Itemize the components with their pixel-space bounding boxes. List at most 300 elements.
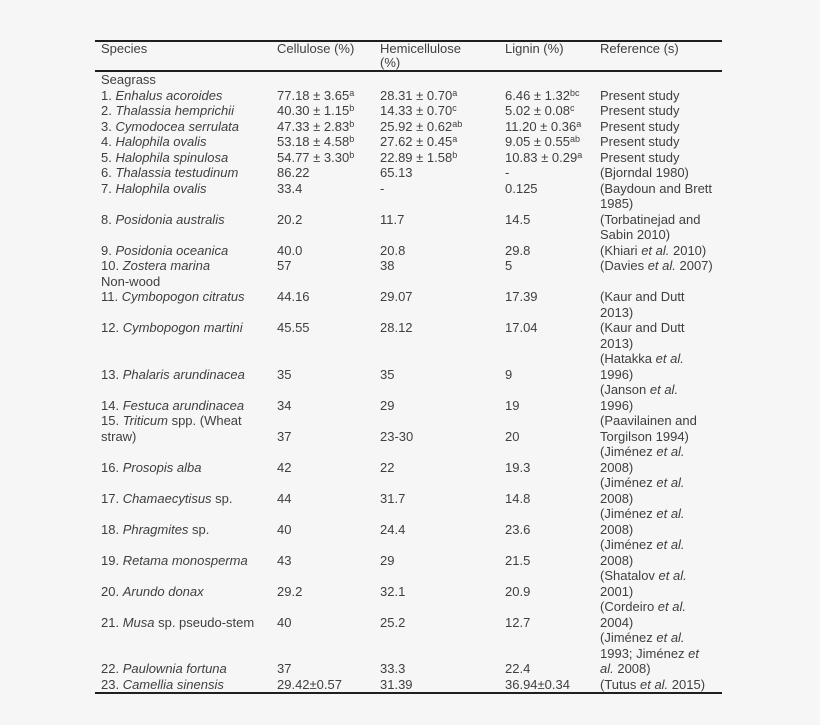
text-segment: 42 (277, 459, 292, 475)
text-segment: ab (569, 134, 580, 144)
text-segment: 23.6 (505, 521, 531, 537)
section-label: Seagrass (101, 72, 156, 87)
table-line (380, 351, 503, 367)
text-segment: 14.5 (505, 211, 531, 227)
table-line (380, 491, 503, 507)
table-cell (598, 150, 722, 166)
table-row (95, 88, 722, 104)
table-cell (95, 165, 275, 181)
table-line (505, 320, 598, 336)
table-line (380, 289, 503, 305)
text-segment: c (452, 103, 457, 113)
table-cell (95, 212, 275, 243)
table-cell (275, 243, 378, 259)
text-segment: (Khiari (600, 242, 642, 258)
table-line (600, 584, 722, 600)
table-line (277, 150, 378, 166)
text-segment: 2007) (675, 258, 713, 273)
table-cell (378, 103, 503, 119)
table-line (505, 677, 598, 693)
table-cell (275, 181, 378, 212)
table-line (600, 677, 722, 693)
text-segment: 10.83 ± 0.29 (505, 149, 578, 165)
table-line (600, 506, 722, 522)
table-cell (95, 289, 275, 320)
table-cell (378, 382, 503, 413)
table-line (505, 553, 598, 569)
text-segment: Enhalus acoroides (115, 87, 223, 103)
table-line (277, 491, 378, 507)
table-line (600, 460, 722, 476)
text-segment: 10. (101, 258, 123, 273)
text-segment: 40 (277, 614, 292, 630)
table-cell (503, 150, 598, 166)
table-line (101, 165, 275, 181)
text-segment: 33.4 (277, 180, 303, 196)
text-segment: 2004) (600, 614, 634, 630)
text-segment: b (349, 134, 355, 144)
table-line (277, 351, 378, 367)
text-segment: 19 (505, 397, 520, 413)
table-cell (95, 351, 275, 382)
text-segment: Camellia sinensis (122, 676, 224, 692)
table-cell (95, 103, 275, 119)
table-line (277, 398, 378, 414)
text-segment: et al. (656, 506, 685, 521)
table-line (600, 243, 722, 259)
table-line (380, 444, 503, 460)
text-segment: 20.2 (277, 211, 303, 227)
column-header-cellulose (275, 42, 378, 70)
table-line (380, 258, 503, 274)
table-cell (598, 181, 722, 212)
table-line (600, 382, 722, 398)
table-row (95, 382, 722, 413)
text-segment: Cymbopogon martini (122, 320, 243, 335)
table-line (101, 568, 275, 584)
table-cell (503, 351, 598, 382)
table-line (380, 134, 503, 150)
table-line (380, 522, 503, 538)
table-cell (378, 258, 503, 274)
text-segment: 44 (277, 490, 292, 506)
table-cell (378, 351, 503, 382)
table-line (101, 413, 275, 429)
text-segment: (Torbatinejad and (600, 211, 701, 227)
table-cell (598, 134, 722, 150)
lignocellulose-composition-table (95, 40, 722, 694)
text-segment: 45.55 (277, 320, 310, 335)
table-line (101, 429, 275, 445)
table-line (277, 661, 378, 677)
text-segment: straw) (101, 428, 137, 444)
table-line (505, 568, 598, 584)
table-header-row (95, 42, 722, 70)
text-segment: (Tutus (600, 676, 640, 692)
text-segment: 5. (101, 149, 116, 165)
table-cell (378, 212, 503, 243)
text-segment: ab (452, 118, 463, 129)
table-line (277, 413, 378, 429)
column-header-hemicellulose (378, 42, 503, 70)
table-line (277, 646, 378, 662)
table-line (380, 398, 503, 414)
table-line (101, 258, 275, 274)
table-line (505, 537, 598, 553)
table-cell (598, 506, 722, 537)
table-line (600, 150, 722, 166)
table-cell (503, 599, 598, 630)
table-cell (598, 599, 722, 630)
table-cell (275, 103, 378, 119)
table-line (277, 103, 378, 119)
table-cell (503, 475, 598, 506)
column-header-label-line2 (600, 56, 722, 70)
text-segment: 18. (101, 521, 123, 537)
table-cell (598, 413, 722, 444)
table-line (101, 522, 275, 538)
table-line (505, 351, 598, 367)
table-row (95, 568, 722, 599)
table-cell (598, 320, 722, 351)
table-cell (598, 165, 722, 181)
text-segment: 65.13 (380, 165, 413, 180)
text-segment: (Jiménez (600, 630, 657, 645)
column-header-label: Lignin (%) (505, 41, 564, 56)
table-line (277, 584, 378, 600)
table-cell (95, 243, 275, 259)
text-segment: a (576, 118, 582, 129)
text-segment: Triticum (122, 413, 168, 428)
table-line (277, 212, 378, 228)
table-row (95, 351, 722, 382)
text-segment: 5 (505, 258, 513, 273)
table-line (277, 134, 378, 150)
table-line (380, 212, 503, 228)
text-segment: 29.8 (505, 242, 531, 258)
table-cell (378, 119, 503, 135)
text-segment: 23-30 (380, 428, 414, 444)
table-line (600, 630, 722, 646)
text-segment: 40.30 ± 1.15 (277, 103, 350, 118)
table-line (277, 522, 378, 538)
table-line (600, 599, 722, 615)
text-segment: et al. (639, 676, 669, 692)
text-segment: 29 (380, 397, 395, 413)
table-cell (95, 506, 275, 537)
text-segment: 19.3 (505, 459, 531, 475)
text-segment: Retama monosperma (122, 552, 248, 568)
text-segment: 16. (101, 459, 123, 475)
table-line (380, 630, 503, 646)
table-line (600, 289, 722, 305)
table-line (380, 584, 503, 600)
table-line (380, 553, 503, 569)
table-cell (503, 413, 598, 444)
table-line (505, 181, 598, 197)
text-segment: 54.77 ± 3.30 (277, 149, 350, 165)
table-cell (598, 677, 722, 693)
text-segment: 2015) (668, 676, 706, 692)
table-line (101, 150, 275, 166)
text-segment: Halophila ovalis (115, 180, 207, 196)
text-segment: 53.18 ± 4.58 (277, 134, 350, 149)
table-line (277, 243, 378, 259)
table-cell (598, 444, 722, 475)
table-cell (95, 413, 275, 444)
text-segment: 44.16 (277, 289, 310, 304)
column-header-label-line2 (277, 56, 378, 70)
text-segment: Present study (600, 87, 680, 103)
text-segment: 1993; Jiménez (600, 645, 689, 661)
table-cell (95, 444, 275, 475)
table-cell (95, 181, 275, 212)
table-cell (598, 382, 722, 413)
text-segment: Torgilson 1994) (600, 428, 689, 444)
table-row (95, 475, 722, 506)
text-segment: 2008) (600, 459, 634, 475)
text-segment: 29.07 (380, 289, 413, 304)
text-segment: 7. (101, 180, 116, 196)
table-row (95, 258, 722, 274)
text-segment: 22. (101, 661, 123, 676)
text-segment: 33.3 (380, 661, 406, 676)
text-segment: 2008) (613, 661, 651, 676)
table-line (505, 103, 598, 119)
table-cell (378, 599, 503, 630)
text-segment: (Jiménez (600, 506, 657, 521)
table-line (380, 429, 503, 445)
text-segment: 24.4 (380, 521, 406, 537)
text-segment: Arundo donax (122, 583, 204, 599)
column-header-label: Cellulose (%) (277, 41, 355, 56)
table-cell (503, 119, 598, 135)
text-segment: 11.20 ± 0.36 (505, 118, 577, 134)
text-segment: 4. (101, 134, 116, 149)
text-segment: et al. (656, 630, 685, 645)
table-line (600, 165, 722, 181)
table-cell (95, 150, 275, 166)
text-segment: Chamaecytisus (122, 490, 212, 506)
table-line (505, 119, 598, 135)
table-line (505, 460, 598, 476)
table-cell (95, 599, 275, 630)
text-segment: spp. (Wheat (167, 413, 242, 428)
table-line (101, 103, 275, 119)
text-segment: b (349, 118, 355, 129)
text-segment: et al. (658, 568, 687, 583)
text-segment: Present study (600, 149, 680, 165)
table-cell (598, 258, 722, 274)
table-line (505, 382, 598, 398)
text-segment: 38 (380, 258, 395, 273)
text-segment: 2008) (600, 490, 634, 506)
table-line (600, 181, 722, 197)
text-segment: 36.94±0.34 (505, 676, 570, 692)
table-cell (275, 475, 378, 506)
table-cell (95, 134, 275, 150)
table-line (277, 320, 378, 336)
table-cell (95, 568, 275, 599)
table-cell (95, 320, 275, 351)
text-segment: 5.02 ± 0.08 (505, 103, 570, 118)
text-segment: sp. (188, 521, 210, 537)
table-cell (95, 382, 275, 413)
table-line (505, 398, 598, 414)
table-cell (378, 475, 503, 506)
table-cell (598, 289, 722, 320)
text-segment: et al. (641, 242, 670, 258)
table-cell (503, 568, 598, 599)
text-segment: a (577, 149, 583, 160)
table-cell (275, 382, 378, 413)
table-cell (275, 119, 378, 135)
table-cell (95, 475, 275, 506)
text-segment: Phragmites (122, 521, 189, 537)
text-segment: a (349, 87, 355, 98)
table-bottom-rule (95, 692, 722, 694)
text-segment: 17.04 (505, 320, 538, 335)
text-segment: (Janson (600, 382, 650, 397)
table-line (600, 429, 722, 445)
text-segment: et al. (655, 351, 684, 366)
table-line (277, 429, 378, 445)
table-line (600, 134, 722, 150)
table-cell (503, 243, 598, 259)
table-line (505, 444, 598, 460)
table-line (600, 258, 722, 274)
table-line (505, 584, 598, 600)
table-line (101, 289, 275, 305)
table-cell (275, 88, 378, 104)
table-line (600, 444, 722, 460)
table-line (277, 630, 378, 646)
text-segment: 17. (101, 490, 123, 506)
table-cell (95, 537, 275, 568)
text-segment: b (349, 149, 355, 160)
table-row (95, 212, 722, 243)
table-cell (378, 537, 503, 568)
table-line (505, 661, 598, 677)
text-segment: 25.2 (380, 614, 406, 630)
table-cell (503, 320, 598, 351)
table-row (95, 630, 722, 677)
table-line (101, 491, 275, 507)
text-segment: Phalaris arundinacea (122, 366, 245, 382)
text-segment: 2010) (669, 242, 707, 258)
text-segment: 12.7 (505, 614, 531, 630)
table-line (277, 475, 378, 491)
table-line (277, 677, 378, 693)
text-segment: 2013) (600, 335, 634, 351)
table-line (101, 630, 275, 646)
text-segment: 40.0 (277, 242, 303, 258)
table-line (380, 367, 503, 383)
text-segment: (Paavilainen and (600, 413, 697, 428)
column-header-reference (598, 42, 722, 70)
text-segment: 2008) (600, 552, 634, 568)
text-segment: 6.46 ± 1.32 (505, 87, 570, 103)
text-segment: 19. (101, 552, 123, 568)
table-cell (503, 289, 598, 320)
text-segment: Posidonia australis (115, 211, 225, 227)
text-segment: 12. (101, 320, 123, 335)
text-segment: al. (600, 661, 614, 676)
text-segment: 14.33 ± 0.70 (380, 103, 453, 118)
text-segment: et al. (649, 382, 679, 397)
table-line (600, 491, 722, 507)
text-segment: et al. (656, 475, 685, 490)
table-line (600, 537, 722, 553)
text-segment: Musa (122, 614, 155, 630)
table-line (600, 227, 722, 243)
text-segment: 28.12 (380, 320, 413, 335)
text-segment: 17.39 (505, 289, 538, 304)
table-line (380, 243, 503, 259)
table-cell (275, 289, 378, 320)
table-line (505, 243, 598, 259)
text-segment: (Kaur and Dutt (600, 320, 685, 335)
table-line (600, 351, 722, 367)
table-cell (378, 165, 503, 181)
table-line (505, 367, 598, 383)
text-segment: 8. (101, 211, 116, 227)
table-line (101, 181, 275, 197)
table-cell (95, 88, 275, 104)
table-line (600, 305, 722, 321)
table-line (101, 599, 275, 615)
table-line (380, 150, 503, 166)
table-row (95, 181, 722, 212)
text-segment: 37 (277, 428, 292, 444)
table-row (95, 677, 722, 693)
table-cell (503, 630, 598, 677)
column-header-label-line2 (101, 56, 275, 70)
table-line (277, 88, 378, 104)
table-line (277, 553, 378, 569)
table-line (600, 196, 722, 212)
table-cell (378, 88, 503, 104)
table-cell (503, 382, 598, 413)
table-cell (275, 134, 378, 150)
table-row (95, 119, 722, 135)
table-line (600, 367, 722, 383)
table-cell (598, 103, 722, 119)
table-line (277, 537, 378, 553)
text-segment: 57 (277, 258, 292, 273)
table-line (101, 661, 275, 677)
table-line (101, 88, 275, 104)
text-segment: 1996) (600, 397, 634, 413)
text-segment: c (569, 103, 575, 113)
table-line (101, 382, 275, 398)
text-segment: 6. (101, 165, 116, 180)
text-segment: 20.9 (505, 583, 531, 599)
text-segment: a (452, 134, 458, 144)
text-segment: 21.5 (505, 552, 531, 568)
text-segment: 34 (277, 397, 292, 413)
table-cell (598, 568, 722, 599)
text-segment: (Jiménez (600, 537, 657, 552)
table-line (101, 553, 275, 569)
table-line (277, 382, 378, 398)
text-segment: Thalassia hemprichii (115, 103, 234, 118)
table-cell (598, 351, 722, 382)
table-cell (378, 289, 503, 320)
table-line (505, 150, 598, 166)
text-segment: Sabin 2010) (600, 227, 671, 242)
table-line (505, 475, 598, 491)
